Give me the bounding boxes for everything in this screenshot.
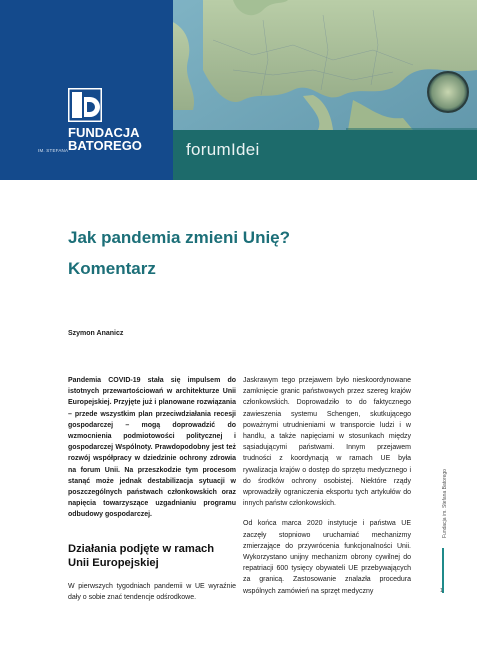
left-column bbox=[68, 375, 236, 603]
brand-panel bbox=[0, 0, 173, 180]
foundation-name bbox=[68, 126, 168, 152]
body-paragraph: Jaskrawym tego przejawem było nieskoordynowane zamknięcie granic państwowych przez szereg krajów członkowskich. Doprowadziło to do faktycznego zawieszenia systemu Schengen, skutkującego poważnymi utrudnieniami w transporcie ludzi i w handlu, a także napięciami w stosunkach między sąsiadującymi państwami. Innym przejawem trudności z koordynacją w ramach UE była rywalizacja krajów o dostęp do sprzętu medycznego i do środków ochrony osobistej. Niektóre rządy wprowadziły ograniczenia eksportu tych artykułów do innych państw członkowskich. bbox=[243, 377, 411, 508]
body-paragraph: Od końca marca 2020 instytucje i państwa UE zaczęły stopniowo uruchamiać mechanizmy zmierzające do przywrócenia funkcjonalności Unii. Wykorzystano unijny mechanizm obrony cywilnej do repatriacji 600 tysięcy obywateli UE przebywających za granicą. Zastosowanie znalazła procedura wspólnych zamówień na sprzęt medyczny bbox=[243, 520, 411, 595]
right-column bbox=[243, 375, 411, 597]
series-label: forumIdei bbox=[186, 140, 260, 159]
sidebar-label-text: Fundacja im. Stefana Batorego bbox=[442, 469, 448, 538]
lead-paragraph: Pandemia COVID-19 stała się impulsem do istotnych przewartościowań w architekturze Unii Europejskiej. Przyjęte już i planowane rozwiązania – przede wszystkim plan przeciwdziałania recesji gospodarczej – mogą doprowadzić do wzmocnienia podmiotowości politycznej i gospodarczej Wspólnoty. Prawdopodobny jest też rozwój współpracy w dziedzinie ochrony zdrowia na forum Unii. Na przeszkodzie tym procesom stanąć może jednak destabilizacja sytuacji w poszczególnych państwach członkowskich oraz napięcia towarzyszące uzgadnianiu programu odbudowy gospodarczej. bbox=[68, 377, 236, 519]
body-paragraph: W pierwszych tygodniach pandemii w UE wyraźnie dały o sobie znać tendencje odśrodkowe. bbox=[68, 582, 236, 601]
foundation-name-line2: BATOREGO bbox=[68, 138, 142, 153]
foundation-prefix: IM. STEFANA bbox=[38, 148, 69, 153]
page-header bbox=[0, 0, 477, 180]
document-title: Jak pandemia zmieni Unię? bbox=[68, 228, 291, 247]
sidebar-vertical-label bbox=[440, 428, 450, 538]
sidebar-accent-line bbox=[442, 548, 444, 593]
foundation-name-line1: FUNDACJA bbox=[68, 125, 140, 140]
section-heading: Działania podjęte w ramach Unii Europejskiej bbox=[68, 542, 215, 569]
author-name: Szymon Ananicz bbox=[68, 330, 124, 337]
batory-foundation-logo-icon bbox=[68, 88, 102, 122]
document-subtitle: Komentarz bbox=[68, 259, 156, 278]
page-number: 1 bbox=[440, 588, 443, 594]
